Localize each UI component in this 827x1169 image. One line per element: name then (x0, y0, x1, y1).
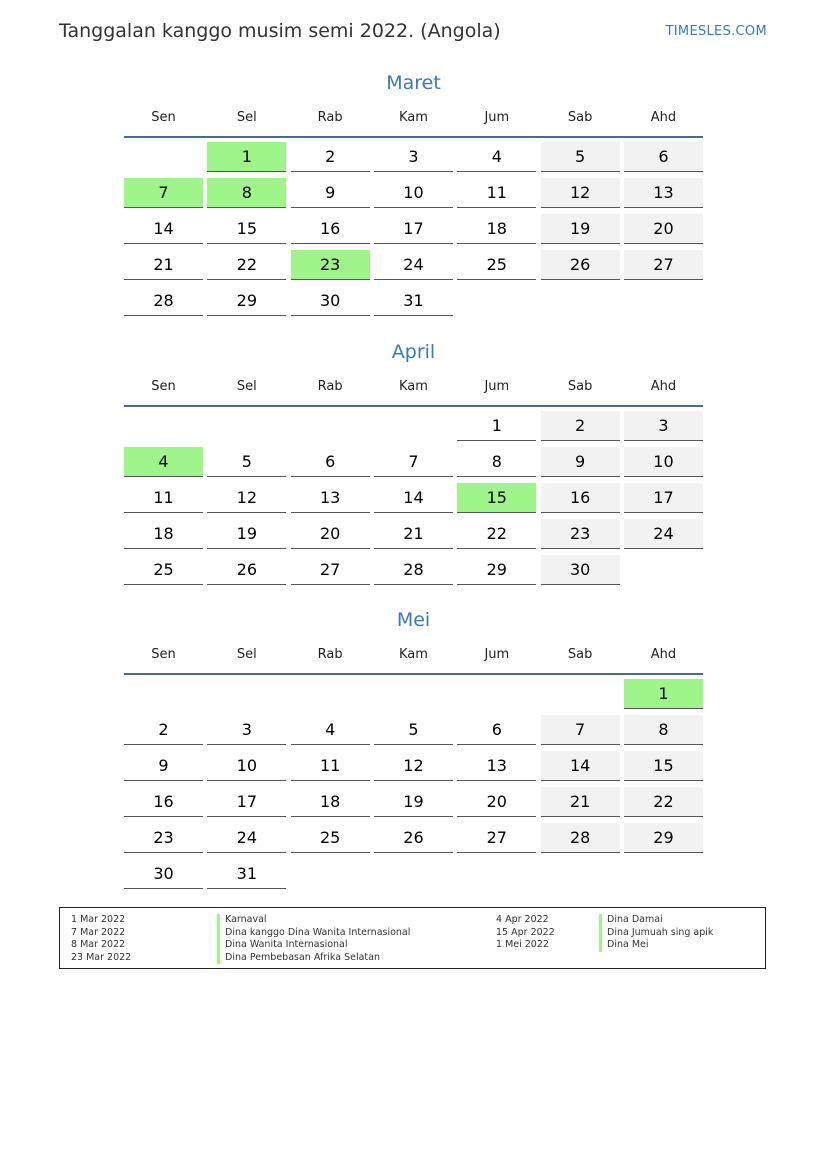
day-cell: 23 (541, 519, 620, 549)
day-cell: 27 (457, 823, 536, 853)
day-cell: 14 (541, 751, 620, 781)
holiday-day-cell: 15 (457, 483, 536, 513)
day-cell: 14 (374, 483, 453, 513)
day-cell: 30 (541, 555, 620, 585)
holiday-legend (59, 907, 766, 969)
weekday-label: Rab (317, 378, 343, 394)
day-cell: 22 (624, 787, 703, 817)
header-rule (124, 673, 703, 675)
weekday-header (124, 375, 703, 397)
day-cell: 2 (291, 142, 370, 172)
legend-right-names (599, 914, 713, 952)
weekday-label: Jum (484, 378, 510, 394)
weekday-header (124, 106, 703, 128)
empty-cell (207, 679, 286, 709)
day-cell: 5 (541, 142, 620, 172)
empty-cell (124, 142, 203, 172)
day-cell: 12 (207, 483, 286, 513)
day-cell: 20 (291, 519, 370, 549)
day-cell: 2 (124, 715, 203, 745)
day-cell: 10 (207, 751, 286, 781)
day-cell: 13 (457, 751, 536, 781)
legend-holiday-name: Dina Jumuah sing apik (599, 927, 713, 940)
month-title: Mei (396, 609, 431, 631)
day-cell: 22 (457, 519, 536, 549)
day-cell: 18 (291, 787, 370, 817)
day-cell: 18 (124, 519, 203, 549)
empty-cell (374, 411, 453, 441)
empty-cell (291, 411, 370, 441)
day-cell: 17 (624, 483, 703, 513)
month-march (124, 70, 703, 322)
empty-cell (541, 679, 620, 709)
empty-cell (374, 679, 453, 709)
day-cell: 26 (207, 555, 286, 585)
holiday-day-cell: 23 (291, 250, 370, 280)
empty-cell (207, 411, 286, 441)
day-cell: 19 (541, 214, 620, 244)
day-cell: 28 (124, 286, 203, 316)
month-title: Maret (386, 72, 441, 94)
day-cell: 5 (207, 447, 286, 477)
day-cell: 29 (207, 286, 286, 316)
day-cell: 1 (457, 411, 536, 441)
day-cell: 9 (541, 447, 620, 477)
day-cell: 21 (374, 519, 453, 549)
day-cell: 21 (541, 787, 620, 817)
weekday-label: Jum (484, 646, 510, 662)
day-cell: 25 (457, 250, 536, 280)
holiday-day-cell: 1 (624, 679, 703, 709)
empty-cell (124, 679, 203, 709)
holiday-day-cell: 4 (124, 447, 203, 477)
day-cell: 17 (374, 214, 453, 244)
page-title: Tanggalan kanggo musim semi 2022. (Angola) (59, 20, 501, 42)
day-cell: 29 (457, 555, 536, 585)
day-cell: 12 (541, 178, 620, 208)
weekday-header (124, 643, 703, 665)
weekday-label: Sab (567, 378, 593, 394)
header-rule (124, 405, 703, 407)
legend-date: 4 Apr 2022 (496, 914, 549, 925)
weekday-label: Kam (399, 378, 428, 394)
legend-date: 23 Mar 2022 (71, 951, 132, 963)
legend-date: 1 Mar 2022 (71, 914, 126, 925)
day-cell: 25 (291, 823, 370, 853)
legend-holiday-name: Karnaval (217, 914, 410, 927)
day-grid (124, 142, 703, 322)
day-cell: 23 (124, 823, 203, 853)
day-cell: 8 (457, 447, 536, 477)
legend-holiday-name: Dina Wanita Internasional (217, 939, 410, 952)
day-cell: 26 (541, 250, 620, 280)
day-cell: 21 (124, 250, 203, 280)
day-cell: 30 (291, 286, 370, 316)
day-cell: 29 (624, 823, 703, 853)
day-cell: 7 (374, 447, 453, 477)
day-cell: 3 (624, 411, 703, 441)
day-cell: 31 (374, 286, 453, 316)
holiday-day-cell: 8 (207, 178, 286, 208)
legend-holiday-name: Dina Damai (599, 914, 713, 927)
weekday-label: Rab (317, 646, 343, 662)
day-cell: 4 (457, 142, 536, 172)
day-cell: 11 (457, 178, 536, 208)
day-cell: 18 (457, 214, 536, 244)
legend-date: 15 Apr 2022 (496, 926, 555, 938)
legend-holiday-name: Dina Pembebasan Afrika Selatan (217, 952, 410, 965)
day-grid (124, 411, 703, 591)
day-cell: 20 (457, 787, 536, 817)
day-cell: 16 (291, 214, 370, 244)
weekday-label: Sab (567, 109, 593, 125)
weekday-label: Jum (484, 109, 510, 125)
weekday-label: Ahd (650, 646, 677, 662)
header-rule (124, 136, 703, 138)
day-cell: 6 (291, 447, 370, 477)
weekday-label: Sel (236, 109, 257, 125)
weekday-label: Kam (399, 109, 428, 125)
day-cell: 20 (624, 214, 703, 244)
holiday-day-cell: 1 (207, 142, 286, 172)
day-cell: 6 (457, 715, 536, 745)
legend-right-dates (496, 914, 555, 952)
empty-cell (124, 411, 203, 441)
weekday-label: Kam (399, 646, 428, 662)
day-cell: 28 (374, 555, 453, 585)
day-cell: 13 (624, 178, 703, 208)
day-cell: 8 (624, 715, 703, 745)
day-cell: 24 (207, 823, 286, 853)
legend-left-names (217, 914, 410, 964)
day-cell: 3 (207, 715, 286, 745)
legend-holiday-name: Dina kanggo Dina Wanita Internasional (217, 927, 410, 940)
day-cell: 7 (541, 715, 620, 745)
month-may (124, 607, 703, 895)
legend-date: 1 Mei 2022 (496, 939, 549, 951)
day-cell: 10 (374, 178, 453, 208)
day-cell: 27 (624, 250, 703, 280)
day-cell: 11 (291, 751, 370, 781)
day-cell: 26 (374, 823, 453, 853)
day-cell: 31 (207, 859, 286, 889)
day-cell: 25 (124, 555, 203, 585)
day-cell: 27 (291, 555, 370, 585)
empty-cell (457, 679, 536, 709)
weekday-label: Sel (236, 646, 257, 662)
day-cell: 15 (624, 751, 703, 781)
day-cell: 15 (207, 214, 286, 244)
weekday-label: Sab (567, 646, 593, 662)
month-april (124, 339, 703, 591)
empty-cell (291, 679, 370, 709)
weekday-label: Sel (236, 378, 257, 394)
legend-left-dates (71, 914, 131, 964)
weekday-label: Ahd (650, 378, 677, 394)
legend-holiday-name: Dina Mei (599, 939, 713, 952)
day-cell: 28 (541, 823, 620, 853)
day-cell: 2 (541, 411, 620, 441)
legend-date: 7 Mar 2022 (71, 926, 126, 938)
holiday-day-cell: 7 (124, 178, 203, 208)
weekday-label: Sen (151, 109, 176, 125)
day-cell: 16 (541, 483, 620, 513)
day-cell: 4 (291, 715, 370, 745)
day-cell: 6 (624, 142, 703, 172)
month-title: April (391, 341, 436, 363)
weekday-label: Sen (151, 646, 176, 662)
day-cell: 9 (124, 751, 203, 781)
weekday-label: Sen (151, 378, 176, 394)
day-grid (124, 679, 703, 895)
day-cell: 24 (374, 250, 453, 280)
day-cell: 19 (374, 787, 453, 817)
day-cell: 10 (624, 447, 703, 477)
day-cell: 19 (207, 519, 286, 549)
day-cell: 24 (624, 519, 703, 549)
day-cell: 3 (374, 142, 453, 172)
day-cell: 11 (124, 483, 203, 513)
day-cell: 17 (207, 787, 286, 817)
day-cell: 14 (124, 214, 203, 244)
day-cell: 16 (124, 787, 203, 817)
weekday-label: Rab (317, 109, 343, 125)
day-cell: 5 (374, 715, 453, 745)
day-cell: 12 (374, 751, 453, 781)
day-cell: 9 (291, 178, 370, 208)
day-cell: 13 (291, 483, 370, 513)
day-cell: 30 (124, 859, 203, 889)
weekday-label: Ahd (650, 109, 677, 125)
day-cell: 22 (207, 250, 286, 280)
legend-date: 8 Mar 2022 (71, 939, 126, 951)
brand-link[interactable]: TIMESLES.COM (665, 24, 767, 39)
